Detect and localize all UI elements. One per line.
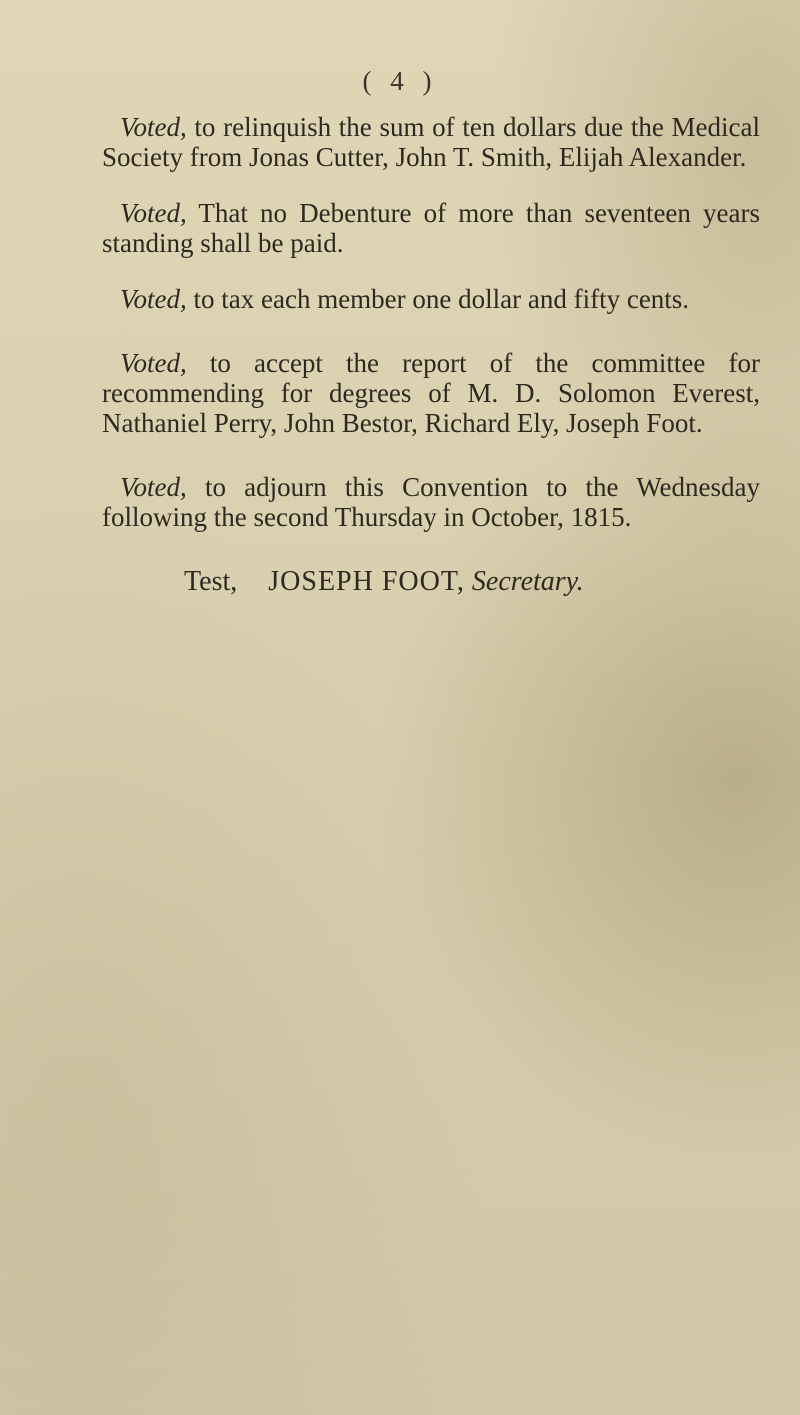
secretary-name: JOSEPH FOOT, (268, 566, 465, 597)
resolution-paragraph (102, 348, 760, 438)
resolution-text: to adjourn this Convention to the Wednesday following the second Thursday in October, 1815. (102, 472, 760, 532)
resolution-text: to accept the report of the committee for recommending for degrees of M. D. Solomon Everest, Nathaniel Perry, John Bestor, Richard Ely, Joseph Foot. (102, 348, 760, 438)
resolution-text: That no Debenture of more than seventeen years standing shall be paid. (102, 198, 760, 258)
resolution-text: to relinquish the sum of ten dollars due the Medical Society from Jonas Cutter, John T. Smith, Elijah Alexander. (102, 112, 760, 172)
resolution-paragraph (102, 198, 760, 258)
voted-label: Voted, (120, 348, 187, 378)
voted-label: Voted, (120, 198, 187, 228)
voted-label: Voted, (120, 112, 187, 142)
resolution-paragraph (102, 472, 760, 532)
voted-label: Voted, (120, 472, 187, 502)
attest-label: Test, (184, 566, 238, 597)
resolution-text: to tax each member one dollar and fifty cents. (186, 284, 690, 314)
resolution-paragraph (102, 284, 760, 314)
voted-label: Voted, (120, 284, 187, 314)
attestation (102, 566, 760, 598)
resolution-paragraph (102, 112, 760, 172)
resolutions-list (102, 112, 760, 598)
secretary-title: Secretary. (471, 566, 584, 597)
page-number: ( 4 ) (362, 66, 438, 96)
